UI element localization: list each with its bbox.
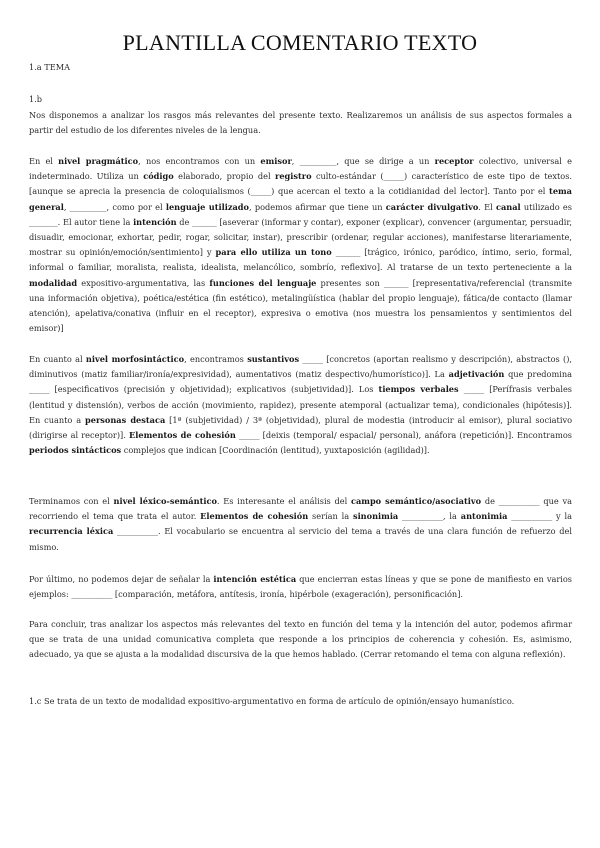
section-1b-heading: 1.b [29,94,43,104]
lexical-semantic-paragraph: Terminamos con el nivel léxico-semántico. Es interesante el análisis del campo semántico/asociativo de __________ que va recorriendo el tema que trata el autor. Elementos de cohesión serían la sinonimia __________, la antonimia __________ y la recurrencia léxica __________. El vocabulario se encuentra al servicio del tema a través de una clara función de refuerzo del mismo. [29,496,573,552]
conclusion-paragraph: Para concluir, tras analizar los aspectos más relevantes del texto en función del tema y la intención del autor, podemos afirmar que se trata de una unidad comunicativa completa que responde a los principios de coherencia y cohesión. Es, asimismo, adecuado, ya que se ajusta a la modalidad discursiva de la que hemos hablado. (Cerrar retomando el tema con alguna reflexión). [29,619,572,660]
section-1c-paragraph: 1.c Se trata de un texto de modalidad expositivo-argumentativo en forma de artículo de opinión/ensayo humanístico. [29,696,515,706]
intro-paragraph: Nos disponemos a analizar los rasgos más relevantes del presente texto. Realizaremos un análisis de sus aspectos formales a partir del estudio de los diferentes niveles de la lengua. [29,110,572,136]
section-1a-heading: 1.a TEMA [29,62,71,72]
pragmatic-level-paragraph: En el nivel pragmático, nos encontramos con un emisor, _________, que se dirige a un receptor colectivo, universal e indeterminado. Utiliza un código elaborado, propio del registro culto-estándar (_____) característico de este tipo de textos. [aunque se aprecia la presencia de coloquialismos (_____) que acercan el texto a la cotidianidad del lector]. Tanto por el tema general, _________, como por el lenguaje utilizado, podemos afirmar que tiene un carácter divulgativo. El canal utilizado es _______. El autor tiene la intención de ______ [aseverar (informar y contar), exponer (explicar), convencer (argumentar, persuadir, disuadir, emocionar, exhortar, pedir, rogar, solicitar, instar), prescribir (ordenar, regular acciones), manifestarse literariamente, mostrar su opinión/emoción/sentimiento] y para ello utiliza un tono ______ [trágico, irónico, paródico, íntimo, serio, formal, informal o familiar, moralista, realista, idealista, melancólico, sombrío, reflexivo]. Al tratarse de un texto perteneciente a la modalidad expositivo-argumentativa, las funciones del lenguaje presentes son ______ [representativa/referencial (transmite una información objetiva), poética/estética (fin estético), metalingüística (hablar del propio lenguaje), fática/de contacto (llamar atención), apelativa/conativa (influir en el receptor), expresiva o emotiva (nos muestra los pensamientos y sentimientos del emisor)] [29,156,573,334]
morphosyntactic-level-paragraph: En cuanto al nivel morfosintáctico, encontramos sustantivos _____ [concretos (aportan realismo y descripción), abstractos (), diminutivos (matiz familiar/ironía/expresividad), aumentativos (matiz despectivo/humorístico)]. La adjetivación que predomina _____ [especificativos (precisión y objetividad); explicativos (subjetividad)]. Los tiempos verbales _____ [Perífrasis verbales (lentitud y distensión), verbos de acción (movimiento, rapidez), presente atemporal (actualizar tema), condicionales (hipótesis)]. En cuanto a personas destaca [1ª (subjetividad) / 3ª (objetividad), plural de modestia (introducir al emisor), plural sociativo (dirigirse al receptor)]. Elementos de cohesión _____ [deixis (temporal/ espacial/ personal), anáfora (repetición)]. Encontramos periodos sintácticos complejos que indican [Coordinación (lentitud), yuxtaposición (agilidad)]. [29,354,572,456]
aesthetic-intention-paragraph: Por último, no podemos dejar de señalar la intención estética que encierran estas líneas y que se pone de manifiesto en varios ejemplos: __________ [comparación, metáfora, antítesis, ironía, hipérbole (exageración), personificación]. [29,574,572,600]
page-title: PLANTILLA COMENTARIO TEXTO [122,30,478,55]
